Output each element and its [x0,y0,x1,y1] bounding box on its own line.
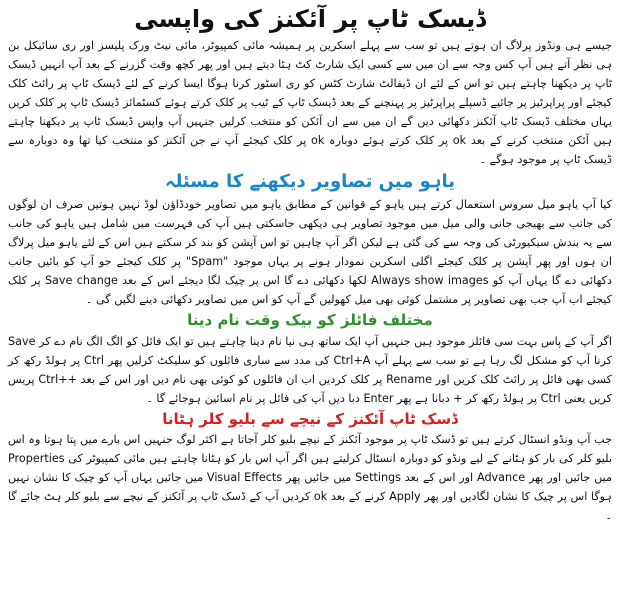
section-4-body: جب آپ ونڈو انسٹال کرتے ہیں تو ڈسک ٹاپ پر موجود آئکنز کے نیچے بلیو کلر آجاتا ہے اکثر لوگ جنہیں اس بارے میں پتا ہوتا وہ اس بلیو کلر کی بار کو ہٹانے کے لیے ونڈو کو دوبارہ انسٹال کرلیتے ہیں اگر آپ اس بار کو ہٹانا چاہتے ہیں مائی کمپیوٹر کی Properties میں جائیں اور پھر Advance اور اس کے بعد Settings میں جائیں پھر Visual Effects میں جائیں یہاں آپ کو چیک کا نشان نہیں ہوگا اس پر چیک کا نشان لگادیں اور پھر Apply کرنے کے بعد ok کردیں آپ کے ڈسک ٹاپ پر آئکنز کے نیچے سے بلیو کلر ہٹ جائے گا ۔ [8,433,612,523]
section-1-body: جیسے ہی ونڈوز پرلاگ ان ہوتے ہیں تو سب سے پہلے اسکرین پر ہمیشہ مائی کمپیوٹر، مائی نیٹ ورک پلیسز اور ری سائیکل بن ہی نظر آتے ہیں آپ کس وجہ سے ان میں سے کسی ایک شارٹ کٹ ہٹا دیتے ہیں اور پھر کچھ وقت گزرنے کے بعد آپ انہیں ڈیسک ٹاپ پر دیکھنا چاہتے ہیں تو اس کے لئے ان ڈیفالٹ شارٹ کٹس کو ری اسٹور کرنا ہوگا ایسا کرنے کے لئے ڈیسک ٹاپ پر رائٹ کلک کیجئے اور پراپرٹیز پر جائیے ڈسپلے پراپرٹیز پر پہنچنے کے بعد ڈیسک ٹاپ کے ٹیب پر کلک کرتے ہوئے کسٹمائز ڈیسک ٹاپ پر کلک کریں یہاں مختلف ڈیسک ٹاپ آئکنز دکھائی دیں گے ان میں سے ان آئکن کو منتخب کرلیں جنہیں آپ واپس ڈیسک ٹاپ پر دیکھنا چاہتے ہیں آئکن منتخب کرنے کے بعد ok پر کلک کرتے ہوئے دوبارہ ok پر کلک کیجئے آپ نے جن آئکنز کو منتخب کیا تھا وہ دوبارہ سے ڈیسک ٹاپ پر موجود ہوگے ۔ [8,39,612,167]
section-4-heading: ڈسک ٹاپ آئکنز کے نیچے سے بلیو کلر ہٹانا [162,409,458,428]
section-2-body: کیا آپ یاہو میل سروس استعمال کرتے ہیں یاہو کے قوانین کے مطابق یاہو میں تصاویر خودڈاؤن لوڈ نہیں ہوتیں صرف ان لوگوں کی جانب سے بھیجی جانی والی میل میں موجود تصاویر ہی دیکھی جاسکتی ہیں آپ کی فہرست میں شامل ہیں یاہو کی جانب سے یہ بندش سیکیورٹی کی وجہ سے کی گئی ہے لیکن اگر آپ چاہیں تو اس آپشن کو بند کر سکتے ہیں اس کے لئے یاہو میل پرلاگ ان ہوں اور پھر آپشن پر کلک کیجئے اگلی اسکرین نمودار ہونے پر یہاں موجود "Spam" پر کلک کیجئے جو آپ کو بائیں جانب دکھائی دے گا یہاں آپ کو Always show images لکھا دکھائی دے گا اس پر چیک لگا دیجئے اس کے بعد Save change پر کلک کیجئے اب آپ جب بھی تصاویر پر مشتمل کوئی بھی میل کھولیں گے آپ کو اس میں تصاویر دکھائی دینے لگیں گی ۔ [8,198,612,307]
section-1-heading: ڈیسک ٹاپ پر آئکنز کی واپسی [134,5,486,33]
section-3-body: اگر آپ کے پاس بہت سی فائلز موجود ہیں جنہیں آپ ایک ساتھ ہی نیا نام دینا چاہتے ہیں تو ایک فائل کو الگ الگ نام دے کر Save کرنا آپ کو مشکل لگ رہا ہے تو سب سے پہلے آپ Ctrl+A کی مدد سے ساری فائلوں کو سلیکٹ کرلیں پھر Ctrl پر ہولڈ رکھ کر کسی بھی فائل پر رائٹ کلک کریں اور Rename پر کلک کردیں اب ان فائلوں کو کوئی بھی نام دیں اور اس کے بعد ++Ctrl پریس کریں یعنی Ctrl پر ہولڈ رکھ کر + دبانا ہے پھر Enter دبا دیں آپ کی فائل پر نام اسائین ہوجائے گا ۔ [8,334,612,405]
section-2-heading: یاہو میں تصاویر دیکھنے کا مسئلہ [165,171,455,193]
section-3-heading: مختلف فائلز کو بیک وقت نام دینا [187,311,433,330]
